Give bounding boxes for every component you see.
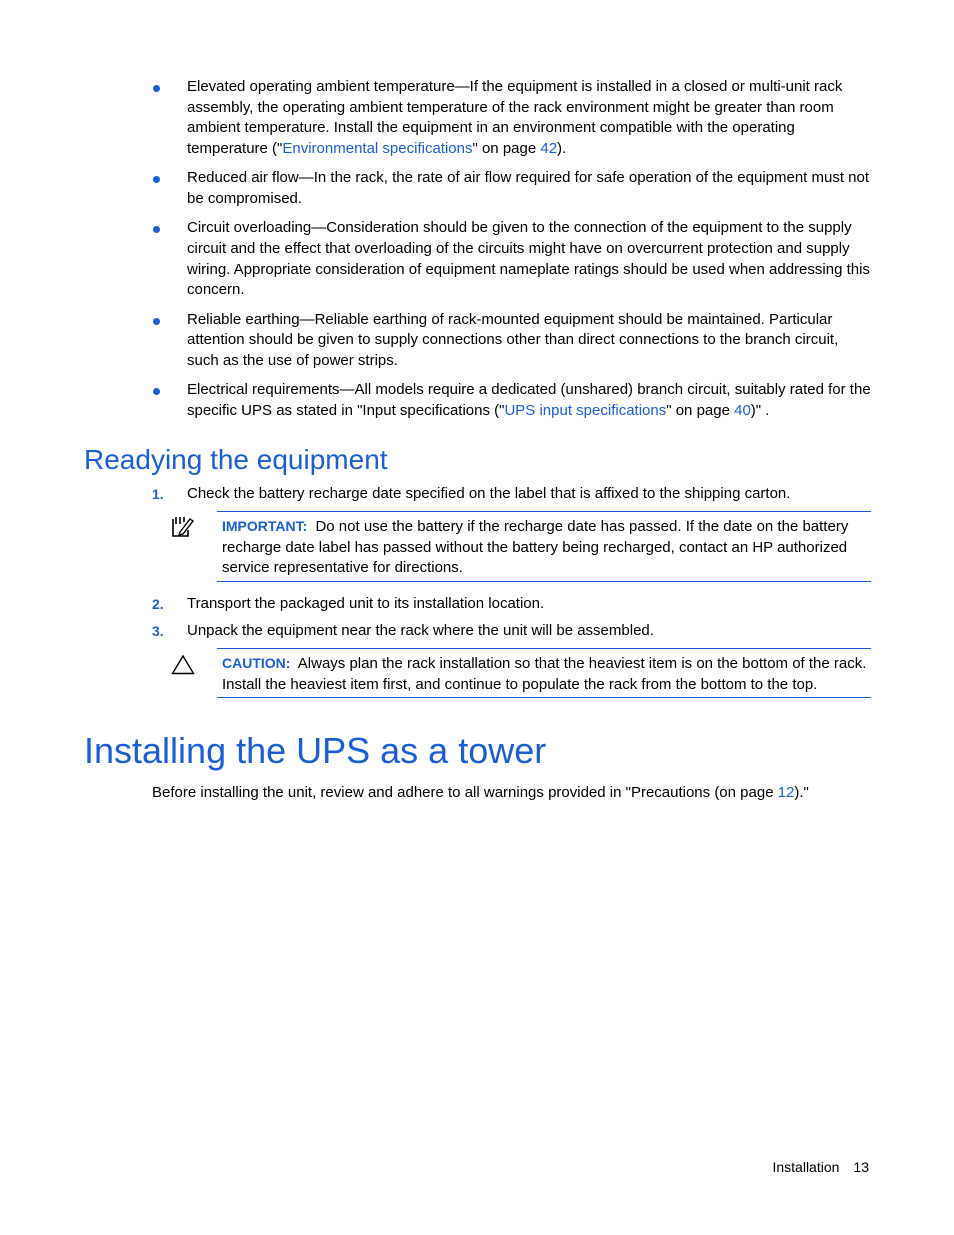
bullet-item: Circuit overloading—Consideration should be given to the connection of the equipment to the supply circuit and the effect that overloading of the circuits might have on overcurrent protection and supply wiring. Appropriate consideration of equipment nameplate ratings should be used when addressing this concern. <box>152 218 872 301</box>
bullet-dot <box>153 85 160 92</box>
step-number: 1. <box>152 486 164 502</box>
bullet-item: Reliable earthing—Reliable earthing of rack-mounted equipment should be maintained. Particular attention should be given to supply connections other than direct connections to the branch circuit, such as the use of power strips. <box>152 310 872 372</box>
footer-section-name: Installation <box>772 1159 840 1175</box>
bullet-dot <box>153 318 160 325</box>
section-heading-readying: Readying the equipment <box>84 444 388 475</box>
bullet-item: Electrical requirements—All models require a dedicated (unshared) branch circuit, suitably rated for the specific UPS as stated in "Input specifications ("UPS input specifications" on page 40)" . <box>152 380 872 421</box>
step-number: 2. <box>152 596 164 612</box>
bullet-item: Elevated operating ambient temperature—If the equipment is installed in a closed or multi-unit rack assembly, the operating ambient temperature of the rack environment might be greater than room ambient temperature. Install the equipment in an environment compatible with the operating temperature ("Environmental specifications" on page 42). <box>152 77 872 160</box>
caution-triangle-icon <box>171 654 195 675</box>
ups-input-specifications-link[interactable]: UPS input specifications <box>504 401 667 419</box>
page-42-link[interactable]: 42 <box>540 140 558 158</box>
caution-text: Always plan the rack installation so that the heaviest item is on the bottom of the rack. Install the heaviest item first, and continue to populate the rack from the bottom to the top. <box>222 655 867 693</box>
step-number: 3. <box>152 623 164 639</box>
bullet-dot <box>153 176 160 183</box>
bullet-item: Reduced air flow—In the rack, the rate of air flow required for safe operation of the equipment must not be compromised. <box>152 168 872 209</box>
caution-label: CAUTION: <box>222 655 291 671</box>
step-text: Check the battery recharge date specified on the label that is affixed to the shipping carton. <box>187 485 791 502</box>
bullet-dot <box>153 226 160 233</box>
important-notice <box>217 511 871 582</box>
step-text: Unpack the equipment near the rack where the unit will be assembled. <box>187 622 654 639</box>
page-footer <box>772 1157 869 1178</box>
section-heading-installing-tower: Installing the UPS as a tower <box>84 730 547 771</box>
page-40-link[interactable]: 40 <box>734 401 751 419</box>
environmental-specifications-link[interactable]: Environmental specifications <box>282 140 473 158</box>
requirements-bullet-list <box>152 77 872 430</box>
caution-notice <box>217 648 871 698</box>
important-text: Do not use the battery if the recharge date has passed. If the date on the battery recharge date label has passed without the battery being recharged, contact an HP authorized service representative for directions. <box>222 518 849 577</box>
important-label: IMPORTANT: <box>222 518 308 534</box>
step-text: Transport the packaged unit to its installation location. <box>187 595 545 612</box>
important-note-icon <box>170 514 194 538</box>
precautions-paragraph: Before installing the unit, review and adhere to all warnings provided in "Precautions (on page 12)." <box>152 784 809 801</box>
page-12-link[interactable]: 12 <box>777 784 795 801</box>
footer-page-number: 13 <box>853 1159 869 1175</box>
bullet-dot <box>153 388 160 395</box>
